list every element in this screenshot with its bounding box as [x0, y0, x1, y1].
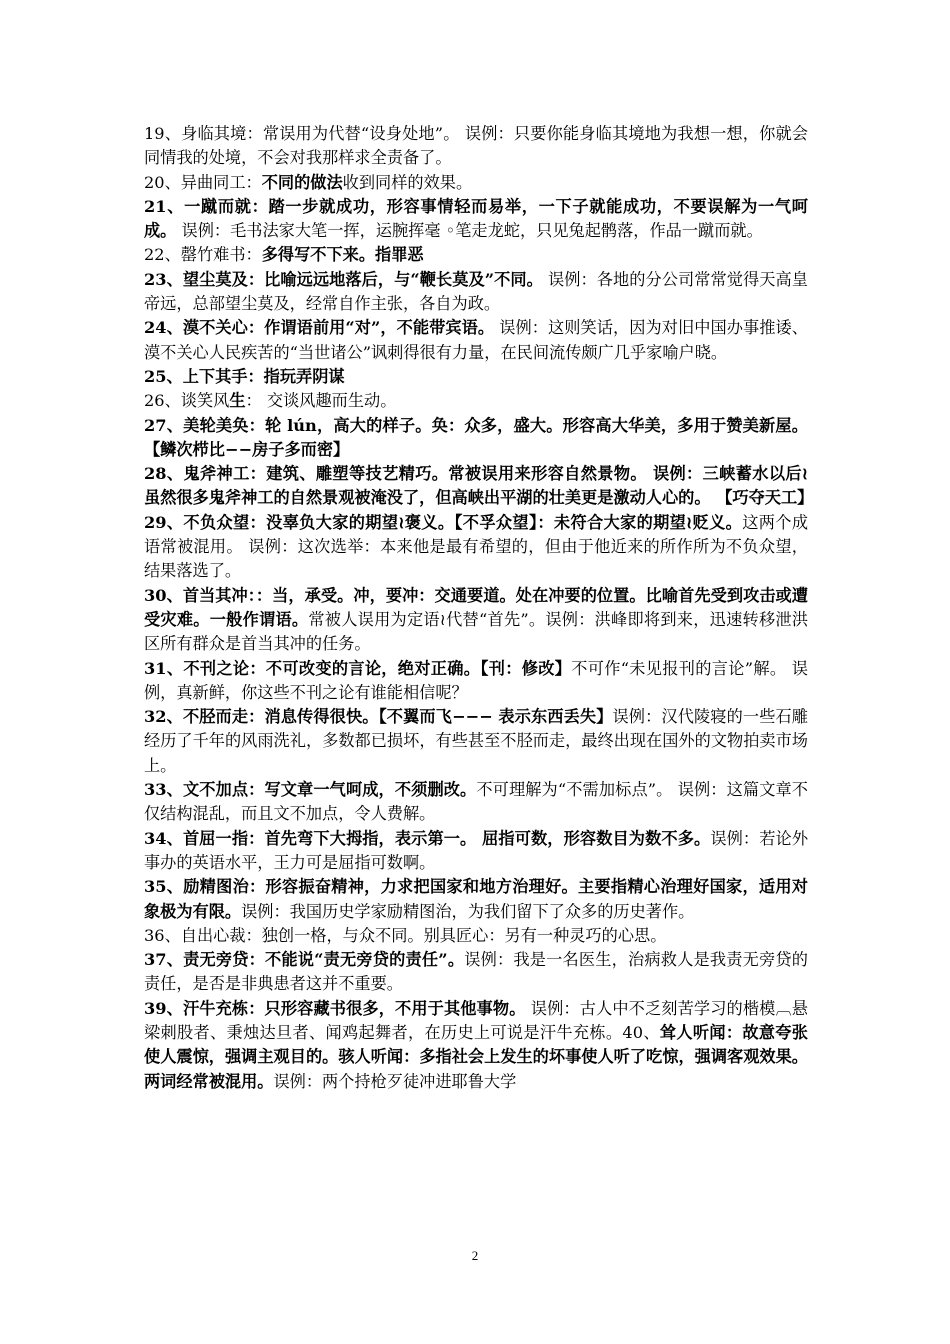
bold-text: 25、上下其手：指玩弄阴谋 — [144, 366, 345, 386]
bold-text: 35、励精图治：形容振奋精神，力求把国家和地方治理好。主要指精心治理好国家，适用对象极为有限。 — [144, 877, 808, 921]
text: 收到同样的效果。 — [342, 172, 473, 192]
text: 误例：各地的分公司常常觉得天高皇帝远，总部望尘莫及，经常自作主张，各自为政。 — [144, 269, 808, 314]
bold-text: 不同的做法 — [261, 172, 343, 192]
idiom-entry — [144, 511, 808, 584]
idiom-entry — [144, 316, 808, 365]
bold-text: 28、鬼斧神工：建筑、雕塑等技艺精巧。常被误用来形容自然景物。 误例：三峡蓄水以后≀虽然很多鬼斧神工的自然景观被淹没了，但高峡出平湖的壮美更是激动人心的。 【巧夺天工】 — [144, 464, 814, 508]
bold-text: 24、漠不关心：作谓语前用“对”，不能带宾语。 — [144, 318, 495, 338]
bold-text: 23、望尘莫及：比喻远远地落后，与“鞭长莫及”不同。 — [144, 269, 543, 289]
text: 不可理解为“不需加标点”。 误例：这篇文章不仅结构混乱，而且文不加点，令人费解。 — [144, 780, 808, 824]
idiom-entry — [144, 243, 808, 267]
idiom-entry — [144, 997, 808, 1094]
text: 误例：汉代陵寝的一些石雕经历了千年的风雨洗礼，多数都已损坏，有些甚至不胫而走，最终出现在国外的文物拍卖市场上。 — [144, 707, 808, 775]
bold-text: 33、文不加点：写文章一气呵成，不须删改。 — [144, 780, 477, 800]
bold-text: 30、首当其冲：：当，承受。冲，要冲：交通要道。处在冲要的位置。比喻首先受到攻击或遭受灾难。一般作谓语。 — [144, 585, 808, 629]
idiom-entry — [144, 195, 808, 244]
text: 36、自出心裁：独创一格，与众不同。别具匠心：另有一种灵巧的心思。 — [144, 925, 667, 945]
idiom-entry — [144, 268, 808, 317]
page-number: 2 — [471, 1248, 479, 1263]
bold-text: 29、不负众望：没辜负大家的期望≀褒义。【不孚众望】：未符合大家的期望≀贬义。 — [144, 512, 743, 532]
bold-text: 耸人听闻：故意夸张使人震惊，强调主观目的。骇人听闻：多指社会上发生的坏事使人听了吃惊，强调客观效果。两词经常被混用。 — [144, 1022, 808, 1091]
idiom-entry — [144, 657, 808, 706]
text: 误例：这则笑话，因为对旧中国办事推诿、漠不关心人民疾苦的“当世诸公”讽刺得很有力量，在民间流传颇广几乎家喻户晓。 — [144, 318, 808, 362]
bold-text: 39、汗牛充栋：只形容藏书很多，不用于其他事物。 — [144, 998, 526, 1018]
body-text — [144, 122, 814, 1094]
text: 26、谈笑风 — [144, 391, 230, 411]
text: 误例：古人中不乏刻苦学习的楷模︹悬梁刺股者、秉烛达旦者、闻鸡起舞者，在历史上可说是汗牛充栋。40、 — [144, 998, 808, 1042]
idiom-entry — [144, 778, 808, 827]
text: 误例：我是一名医生，治病救人是我责无旁贷的责任，是否是非典患者这并不重要。 — [144, 950, 808, 994]
bold-text: 生 — [229, 391, 246, 411]
idiom-entry — [144, 365, 808, 389]
idiom-entry — [144, 948, 808, 997]
bold-text: 34、首屈一指：首先弯下大拇指，表示第一。 屈指可数，形容数目为数不多。 — [144, 828, 711, 848]
idiom-entry — [144, 584, 808, 657]
text: 19、身临其境：常误用为代替“设身处地”。 误例：只要你能身临其境地为我想一想，你就会同情我的处境，不会对我那样求全责备了。 — [144, 124, 808, 168]
idiom-entry — [144, 414, 808, 463]
text: 不可作“未见报刊的言论”解。 误例，真新鲜，你这些不刊之论有谁能相信呢？ — [144, 658, 808, 702]
text: 22、罄竹难书： — [144, 245, 262, 265]
idiom-entry — [144, 122, 808, 171]
text: ： 交谈风趣而生动。 — [245, 391, 397, 411]
bold-text: 31、不刊之论：不可改变的言论，绝对正确。【刊：修改】 — [144, 658, 572, 678]
text: 常被人误用为定语≀代替“首先”。误例：洪峰即将到来，迅速转移泄洪区所有群众是首当其冲的任务。 — [144, 609, 809, 654]
text: 20、异曲同工： — [144, 172, 262, 192]
text: 误例：若论外事办的英语水平，王力可是屈指可数啊。 — [144, 828, 809, 872]
bold-text: 37、责无旁贷：不能说“责无旁贷的责任”。 — [144, 950, 465, 970]
idiom-entry — [144, 875, 808, 924]
bold-text: 27、美轮美奂：轮 lún，高大的样子。奂：众多，盛大。形容高大华美，多用于赞美新屋。【鳞次栉比−−房子多而密】 — [144, 415, 808, 459]
text: 误例：毛书法家大笔一挥，运腕挥毫 ◦笔走龙蛇，只见兔起鹘落，作品一蹴而就。 — [176, 221, 763, 241]
bold-text: 21、一蹴而就：踏一步就成功，形容事情轻而易举，一下子就能成功，不要误解为一气呵成。 — [144, 196, 808, 241]
text: 误例：两个持枪歹徒冲进耶鲁大学 — [273, 1071, 517, 1091]
bold-text: 多得写不下来。指罪恶 — [261, 245, 424, 265]
idiom-entry — [144, 705, 808, 778]
idiom-entry — [144, 924, 808, 948]
idiom-entry — [144, 171, 808, 195]
idiom-entry — [144, 462, 814, 511]
idiom-entry — [144, 827, 808, 876]
text: 误例：我国历史学家励精图治，为我们留下了众多的历史著作。 — [241, 901, 695, 921]
bold-text: 32、不胫而走：消息传得很快。【不翼而飞−−− 表示东西丢失】 — [144, 707, 613, 727]
idiom-entry — [144, 389, 808, 413]
text: 这两个成语常被混用。 误例：这次选举：本来他是最有希望的，但由于他近来的所作所为不负众望，结果落选了。 — [144, 512, 809, 581]
